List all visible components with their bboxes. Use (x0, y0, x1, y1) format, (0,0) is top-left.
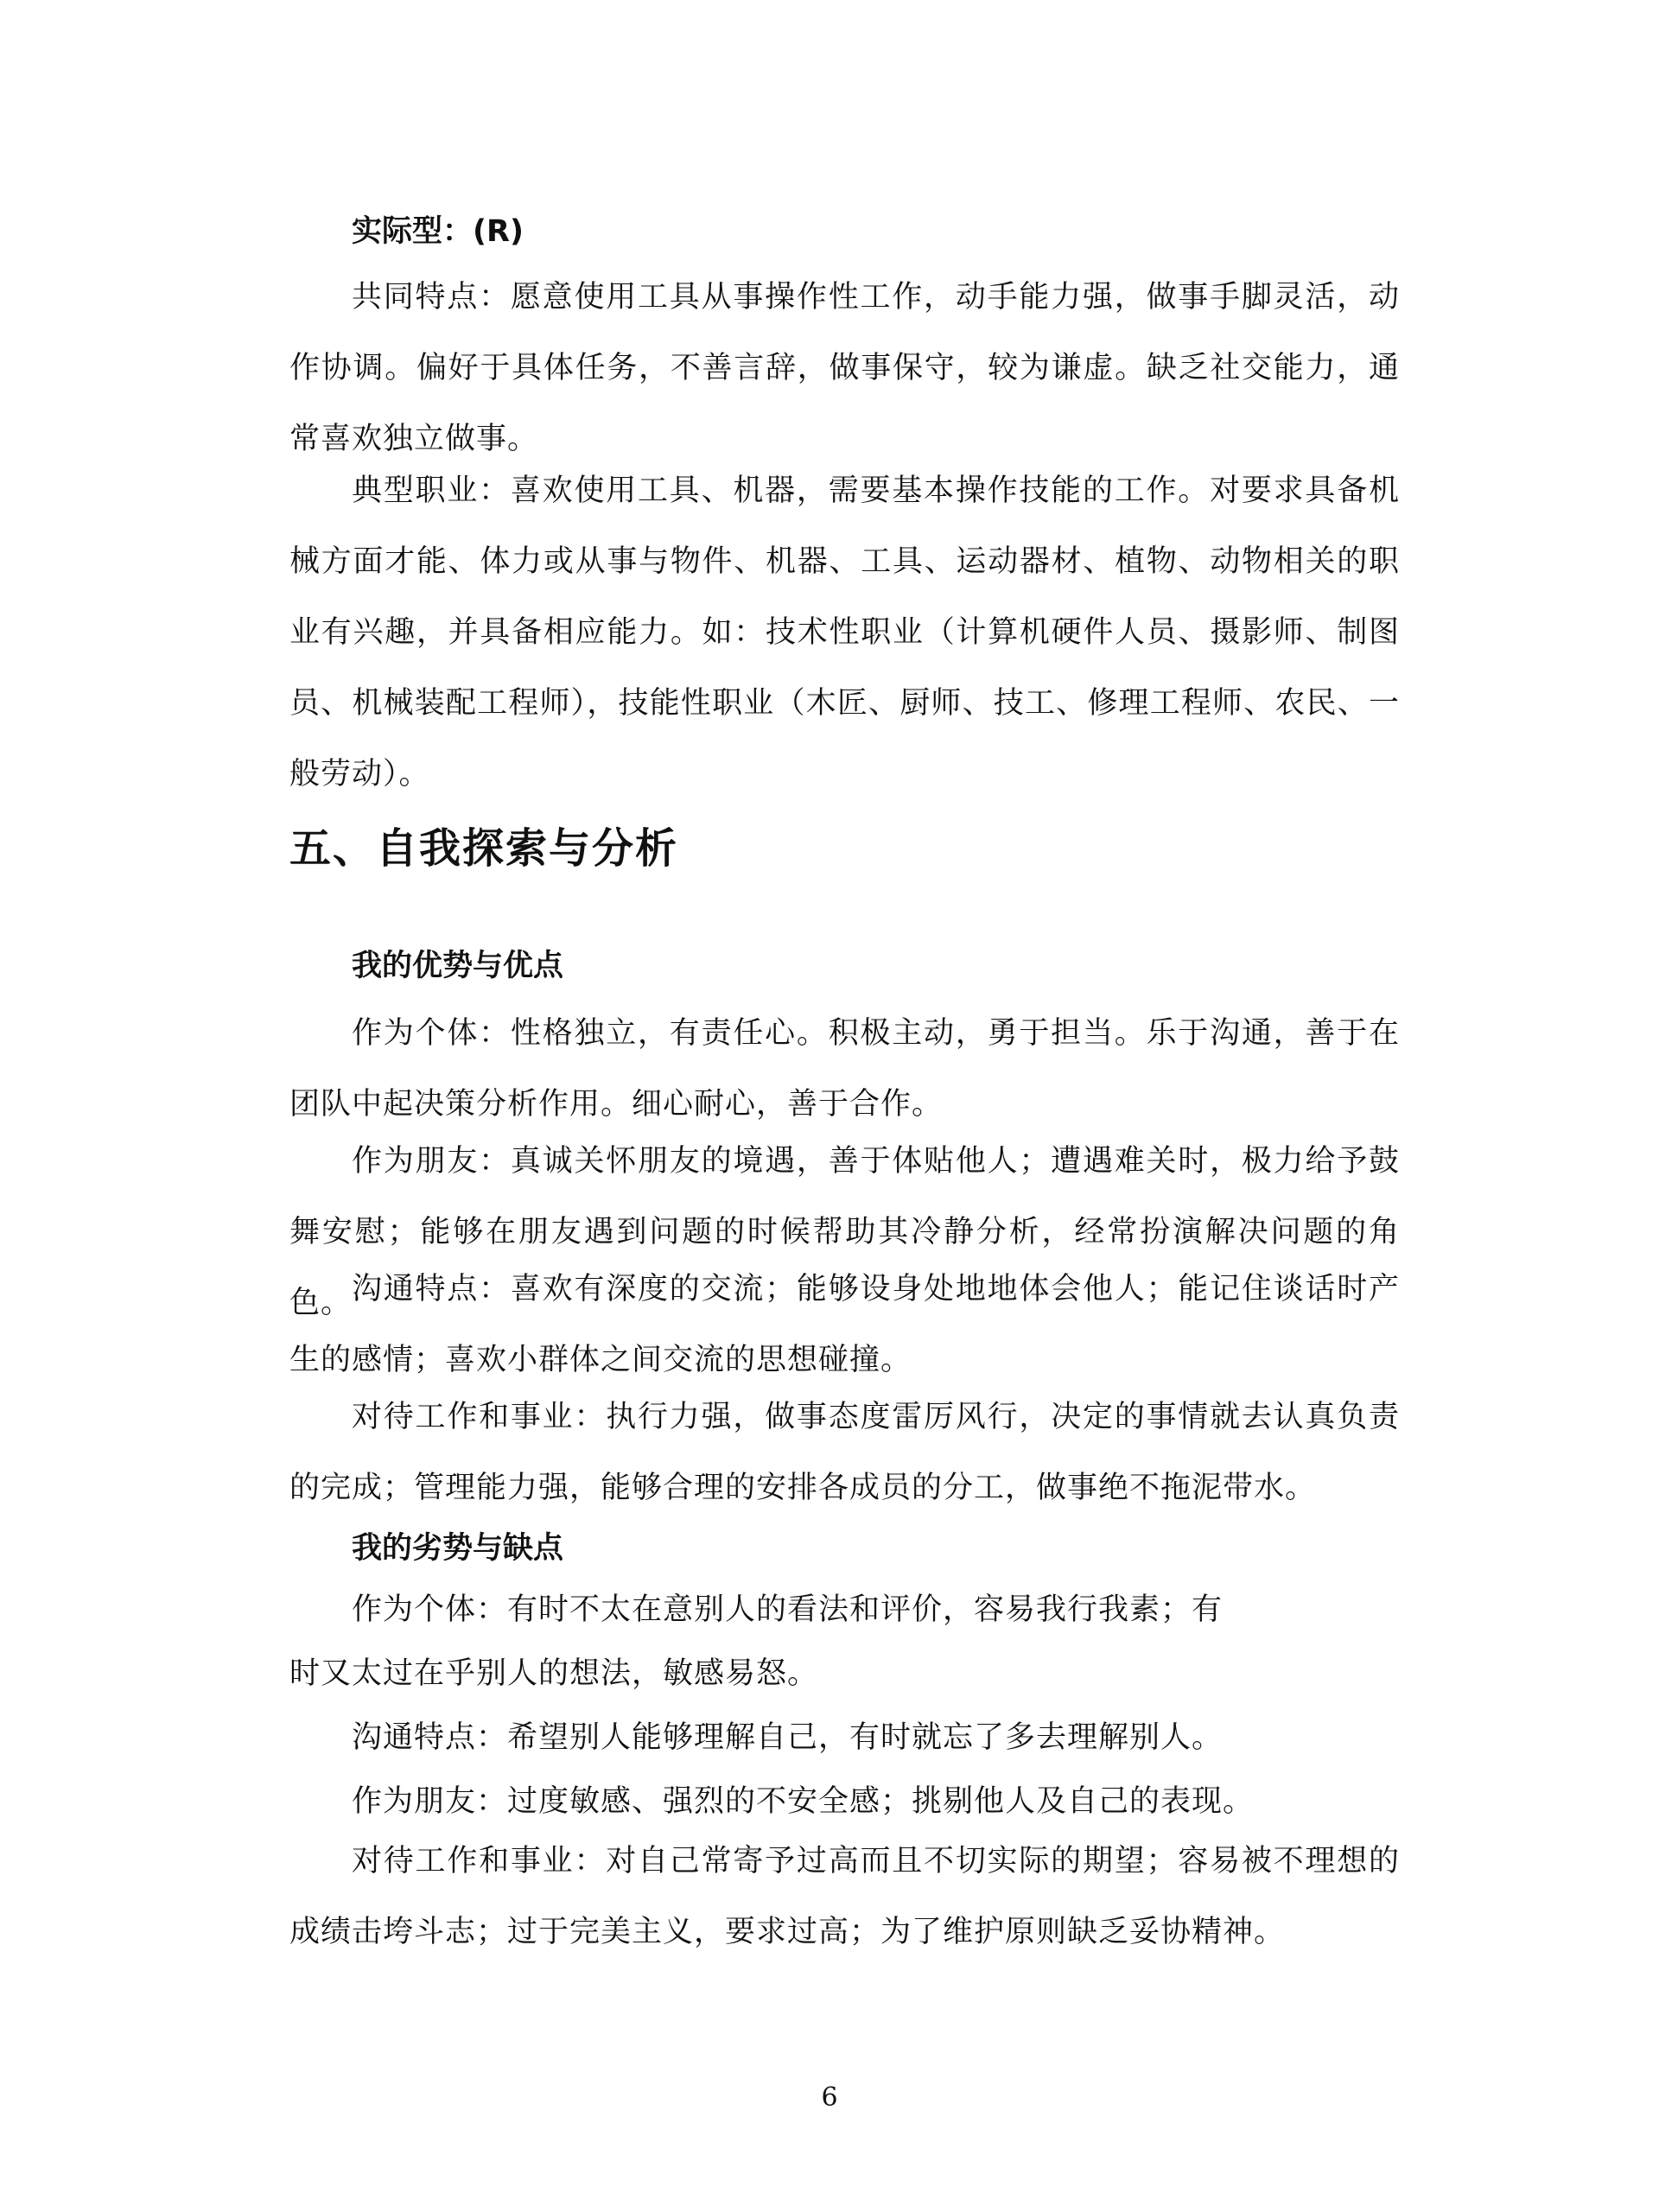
weaknesses-friend: 作为朋友：过度敏感、强烈的不安全感；挑剔他人及自己的表现。 (352, 1784, 1255, 1819)
strengths-individual: 作为个体：性格独立，有责任心。积极主动，勇于担当。乐于沟通，善于在团队中起决策分析作用。细心耐心，善于合作。 (289, 1016, 1400, 1122)
weaknesses-work: 对待工作和事业：对自己常寄予过高而且不切实际的期望；容易被不理想的成绩击垮斗志；过于完美主义，要求过高；为了维护原则缺乏妥协精神。 (289, 1844, 1400, 1949)
strengths-work: 对待工作和事业：执行力强，做事态度雷厉风行，决定的事情就去认真负责的完成；管理能力强，能够合理的安排各成员的分工，做事绝不拖泥带水。 (289, 1400, 1400, 1505)
strengths-communication: 沟通特点：喜欢有深度的交流；能够设身处地地体会他人；能记住谈话时产生的感情；喜欢小群体之间交流的思想碰撞。 (289, 1272, 1400, 1377)
realistic-type-heading: 实际型：(R) (352, 214, 524, 249)
page-number: 6 (821, 2082, 838, 2113)
section-title: 五、自我探索与分析 (289, 824, 679, 873)
strengths-heading: 我的优势与优点 (352, 949, 564, 983)
weaknesses-individual-line1: 作为个体：有时不太在意别人的看法和评价，容易我行我素；有 (352, 1592, 1224, 1627)
realistic-typical-careers: 典型职业：喜欢使用工具、机器，需要基本操作技能的工作。对要求具备机械方面才能、体力或从事与物件、机器、工具、运动器材、植物、动物相关的职业有兴趣，并具备相应能力。如：技术性职业（计算机硬件人员、摄影师、制图员、机械装配工程师），技能性职业（木匠、厨师、技工、修理工程师、农民、一般劳动）。 (289, 474, 1400, 791)
weaknesses-communication: 沟通特点：希望别人能够理解自己，有时就忘了多去理解别人。 (352, 1720, 1224, 1755)
weaknesses-individual-line2: 时又太过在乎别人的想法，敏感易怒。 (289, 1656, 819, 1691)
weaknesses-heading: 我的劣势与缺点 (352, 1531, 564, 1566)
realistic-common-traits: 共同特点：愿意使用工具从事操作性工作，动手能力强，做事手脚灵活，动作协调。偏好于具体任务，不善言辞，做事保守，较为谦虚。缺乏社交能力，通常喜欢独立做事。 (289, 280, 1400, 456)
strengths-friend: 作为朋友：真诚关怀朋友的境遇，善于体贴他人；遭遇难关时，极力给予鼓舞安慰；能够在朋友遇到问题的时候帮助其冷静分析，经常扮演解决问题的角色。 (289, 1144, 1400, 1320)
